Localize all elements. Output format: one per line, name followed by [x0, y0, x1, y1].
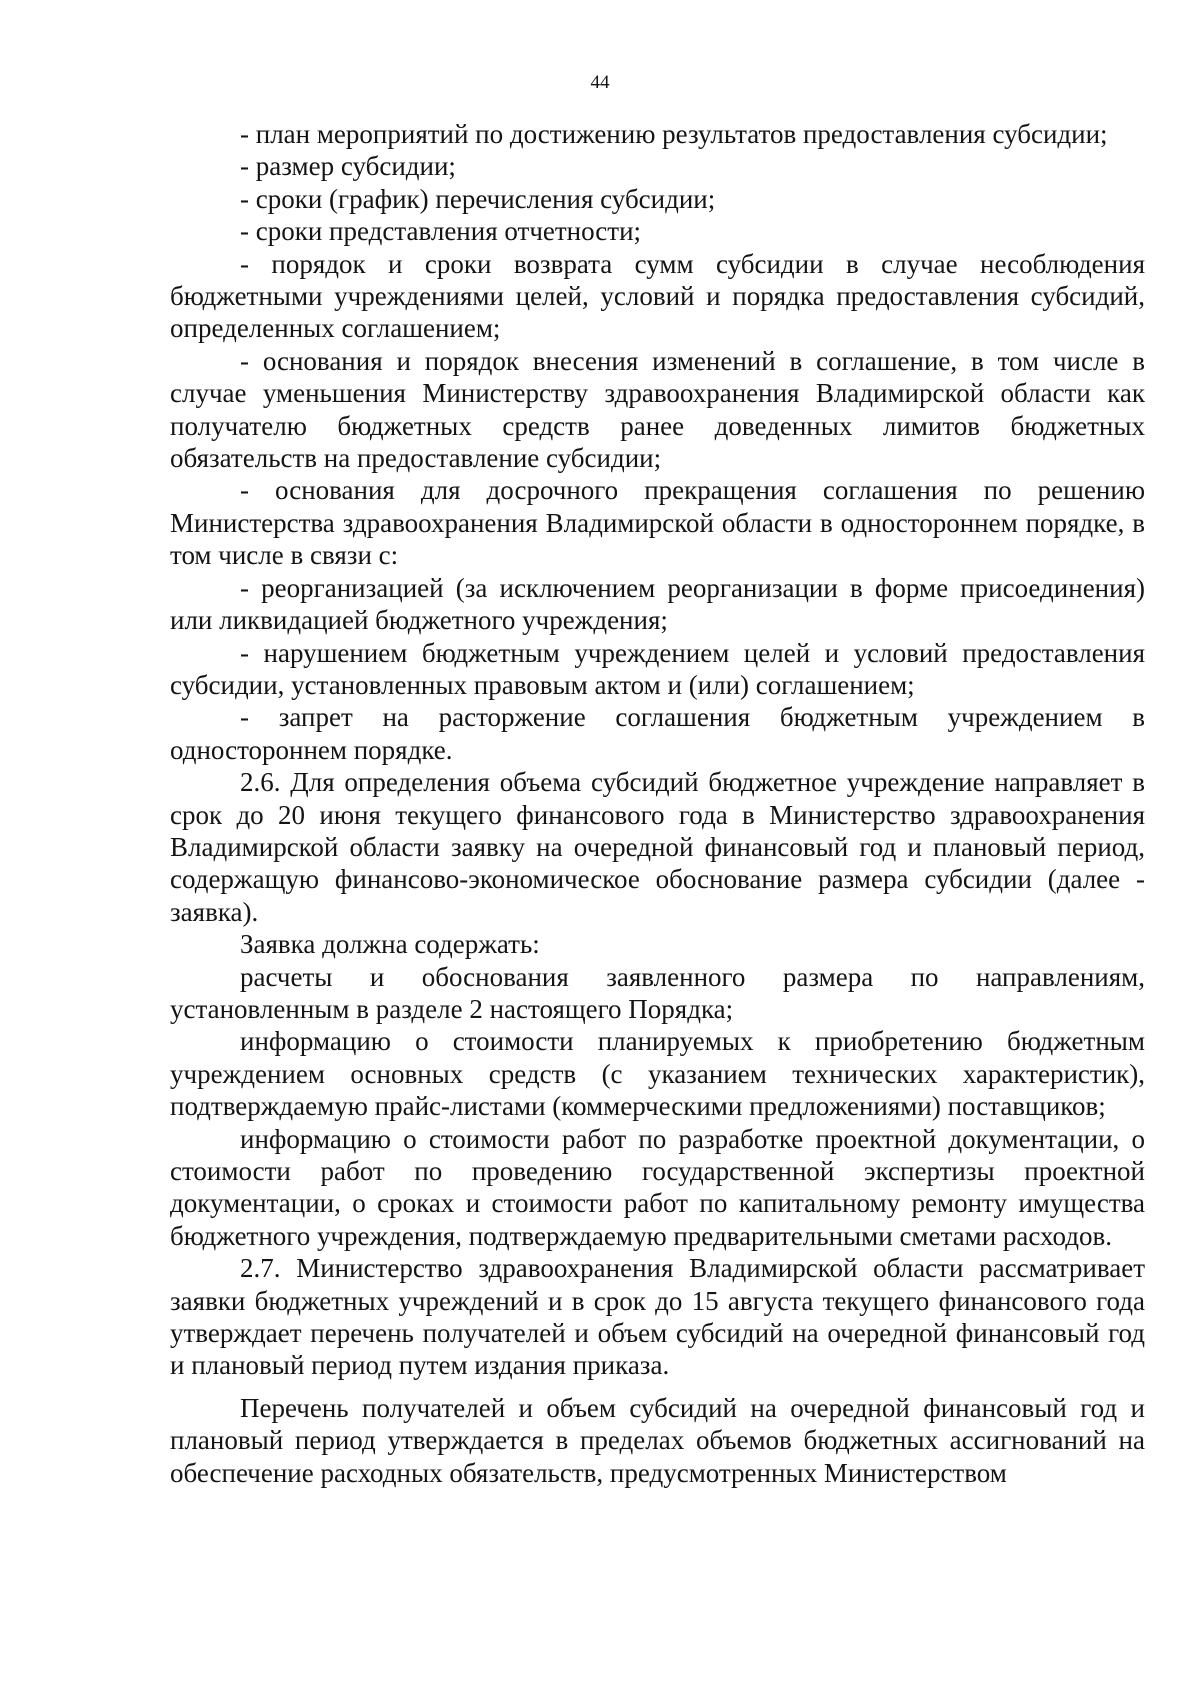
paragraph: - основания для досрочного прекращения соглашения по решению Министерства здравоохранения Владимирской области в одностороннем порядке, в том числе в связи с:	[170, 475, 1145, 571]
paragraph: - план мероприятий по достижению результатов предоставления субсидии;	[240, 119, 1108, 149]
paragraph: - порядок и сроки возврата сумм субсидии в случае несоблюдения бюджетными учреждениями целей, условий и порядка предоставления субсидий, определенных соглашением;	[170, 248, 1145, 344]
paragraph: - размер субсидии;	[240, 151, 456, 182]
paragraph: расчеты и обоснования заявленного размера по направлениям, установленным в разделе 2 настоящего Порядка;	[170, 961, 1145, 1024]
paragraph: - нарушением бюджетным учреждением целей и условий предоставления субсидии, установленных правовым актом и (или) соглашением;	[170, 637, 1145, 700]
paragraph: - реорганизацией (за исключением реорганизации в форме присоединения) или ликвидацией бюджетного учреждения;	[170, 572, 1145, 636]
paragraph: информацию о стоимости планируемых к приобретению бюджетным учреждением основных средств (с указанием технических характеристик), подтверждаемую прайс-листами (коммерческими предложениями) поставщиков;	[170, 1026, 1145, 1122]
paragraph: 2.7. Министерство здравоохранения Владимирской области рассматривает заявки бюджетных учреждений и в срок до 15 августа текущего финансового года утверждает перечень получателей и объем субсидий на очередной финансовый год и плановый период путем издания приказа.	[170, 1253, 1145, 1381]
paragraph: 2.6. Для определения объема субсидий бюджетное учреждение направляет в срок до 20 июня текущего финансового года в Министерство здравоохранения Владимирской области заявку на очередной финансовый год и плановый период, содержащую финансово-экономическое обоснование размера субсидии (далее - заявка).	[170, 767, 1145, 927]
paragraph: Заявка должна содержать:	[240, 929, 540, 960]
paragraph: - основания и порядок внесения изменений в соглашение, в том числе в случае уменьшения Министерству здравоохранения Владимирской области как получателю бюджетных средств ранее доведенных лимитов бюджетных обязательств на предоставление субсидии;	[170, 345, 1145, 474]
paragraph: информацию о стоимости работ по разработке проектной документации, о стоимости работ по проведению государственной экспертизы проектной документации, о сроках и стоимости работ по капитальному ремонту имущества бюджетного учреждения, подтверждаемую предварительными сметами расходов.	[170, 1123, 1145, 1251]
paragraph: Перечень получателей и объем субсидий на очередной финансовый год и плановый период утверждается в пределах объемов бюджетных ассигнований на обеспечение расходных обязательств, предусмотренных Министерством	[170, 1392, 1145, 1488]
document-body	[170, 118, 1145, 1489]
paragraph: - сроки представления отчетности;	[240, 216, 642, 247]
paragraph: - сроки (график) перечисления субсидии;	[240, 183, 716, 214]
paragraph: - запрет на расторжение соглашения бюджетным учреждением в одностороннем порядке.	[170, 702, 1145, 765]
page-number: 44	[590, 72, 610, 93]
